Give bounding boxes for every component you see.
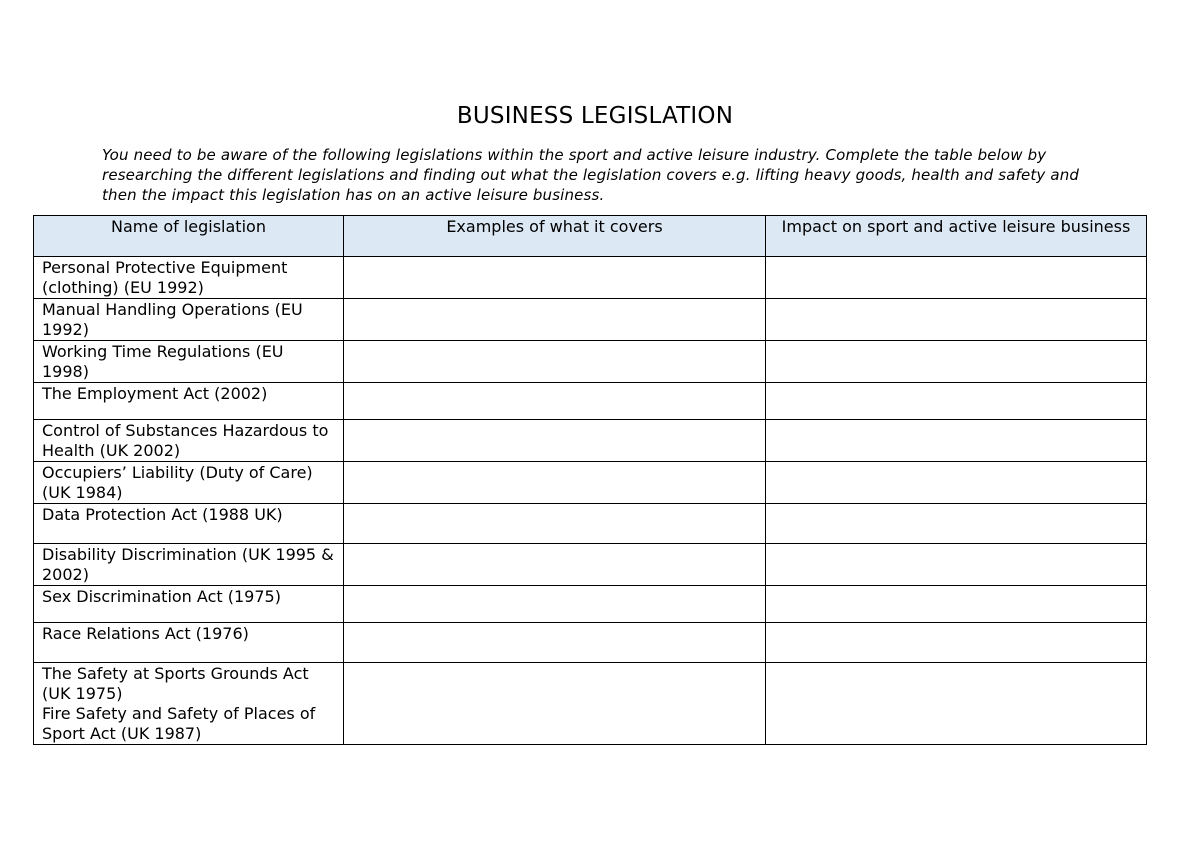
legislation-name-cell: Manual Handling Operations (EU 1992)	[34, 299, 344, 341]
table-row	[34, 341, 1147, 383]
examples-cell[interactable]	[344, 663, 766, 745]
impact-cell[interactable]	[766, 462, 1147, 504]
table-row	[34, 544, 1147, 586]
impact-cell[interactable]	[766, 504, 1147, 544]
impact-cell[interactable]	[766, 257, 1147, 299]
legislation-name-cell: Personal Protective Equipment (clothing) (EU 1992)	[34, 257, 344, 299]
table-header-row	[34, 216, 1147, 257]
examples-cell[interactable]	[344, 299, 766, 341]
legislation-table	[33, 215, 1147, 745]
legislation-name-cell: Working Time Regulations (EU 1998)	[34, 341, 344, 383]
impact-cell[interactable]	[766, 299, 1147, 341]
legislation-name-line: The Safety at Sports Grounds Act (UK 1975)	[42, 664, 309, 703]
impact-cell[interactable]	[766, 663, 1147, 745]
table-row	[34, 663, 1147, 745]
impact-cell[interactable]	[766, 383, 1147, 420]
impact-cell[interactable]	[766, 420, 1147, 462]
table-row	[34, 420, 1147, 462]
page-title: BUSINESS LEGISLATION	[456, 103, 734, 129]
examples-cell[interactable]	[344, 462, 766, 504]
table-row	[34, 586, 1147, 623]
table-row	[34, 257, 1147, 299]
header-name-of-legislation: Name of legislation	[34, 216, 344, 257]
legislation-name-line: Fire Safety and Safety of Places of Sport Act (UK 1987)	[42, 704, 316, 743]
examples-cell[interactable]	[344, 420, 766, 462]
examples-cell[interactable]	[344, 544, 766, 586]
impact-cell[interactable]	[766, 623, 1147, 663]
examples-cell[interactable]	[344, 257, 766, 299]
header-examples-covered: Examples of what it covers	[344, 216, 766, 257]
legislation-name-cell: Data Protection Act (1988 UK)	[34, 504, 344, 544]
legislation-name-cell: The Employment Act (2002)	[34, 383, 344, 420]
legislation-name-cell: Disability Discrimination (UK 1995 & 2002)	[34, 544, 344, 586]
impact-cell[interactable]	[766, 341, 1147, 383]
legislation-name-cell: Sex Discrimination Act (1975)	[34, 586, 344, 623]
examples-cell[interactable]	[344, 623, 766, 663]
legislation-name-cell	[34, 663, 344, 745]
header-impact: Impact on sport and active leisure business	[766, 216, 1147, 257]
examples-cell[interactable]	[344, 383, 766, 420]
table-row	[34, 623, 1147, 663]
examples-cell[interactable]	[344, 504, 766, 544]
legislation-name-cell: Control of Substances Hazardous to Health (UK 2002)	[34, 420, 344, 462]
legislation-name-cell: Race Relations Act (1976)	[34, 623, 344, 663]
table-row	[34, 299, 1147, 341]
examples-cell[interactable]	[344, 586, 766, 623]
examples-cell[interactable]	[344, 341, 766, 383]
table-row	[34, 462, 1147, 504]
impact-cell[interactable]	[766, 586, 1147, 623]
table-row	[34, 383, 1147, 420]
impact-cell[interactable]	[766, 544, 1147, 586]
table-row	[34, 504, 1147, 544]
legislation-name-cell: Occupiers’ Liability (Duty of Care) (UK 1984)	[34, 462, 344, 504]
instructions-paragraph: You need to be aware of the following legislations within the sport and active leisure industry. Complete the table below by researching the different legislations and finding out what the legislation covers e.g. lifting heavy goods, health and safety and then the impact this legislation has on an active leisure business.	[102, 146, 1080, 204]
